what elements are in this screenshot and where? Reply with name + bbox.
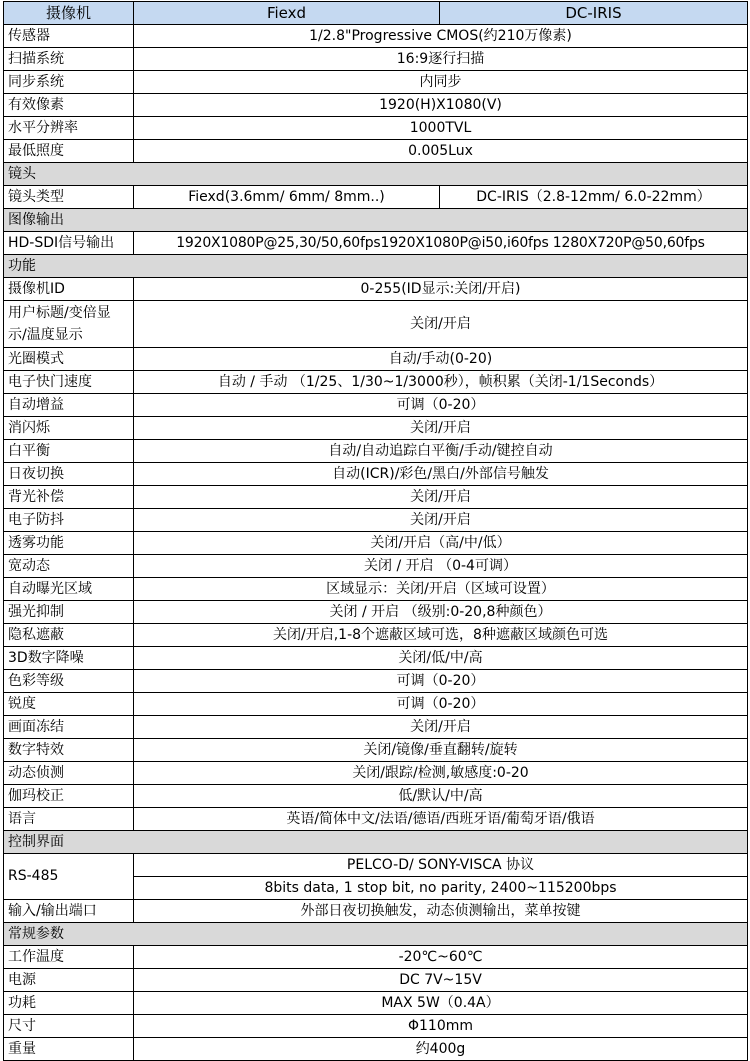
row-value: 英语/简体中文/法语/德语/西班牙语/葡萄牙语/俄语 xyxy=(134,808,748,831)
table-row xyxy=(4,1015,748,1038)
section-title: 常规参数 xyxy=(4,923,748,946)
section-title: 镜头 xyxy=(4,163,748,186)
section-row-control xyxy=(4,831,748,854)
row-label: 透雾功能 xyxy=(4,532,134,555)
row-label: 重量 xyxy=(4,1038,134,1061)
row-value: 0-255(ID显示:关闭/开启) xyxy=(134,278,748,301)
row-value: 关闭/开启 xyxy=(134,716,748,739)
row-label: 消闪烁 xyxy=(4,417,134,440)
row-value: 关闭/镜像/垂直翻转/旋转 xyxy=(134,739,748,762)
table-row xyxy=(4,371,748,394)
table-row xyxy=(4,509,748,532)
table-row xyxy=(4,969,748,992)
section-title: 功能 xyxy=(4,255,748,278)
row-value: 可调（0-20） xyxy=(134,394,748,417)
table-row xyxy=(4,394,748,417)
row-value: -20℃~60℃ xyxy=(134,946,748,969)
row-value: Φ110mm xyxy=(134,1015,748,1038)
row-value: 低/默认/中/高 xyxy=(134,785,748,808)
row-value: 关闭/开启（高/中/低） xyxy=(134,532,748,555)
table-row xyxy=(4,94,748,117)
row-label: HD-SDI信号输出 xyxy=(4,232,134,255)
table-row xyxy=(4,486,748,509)
table-row xyxy=(4,785,748,808)
table-row xyxy=(4,670,748,693)
row-label: 有效像素 xyxy=(4,94,134,117)
row-label: 水平分辨率 xyxy=(4,117,134,140)
table-row xyxy=(4,417,748,440)
row-value-dc-iris: DC-IRIS（2.8-12mm/ 6.0-22mm） xyxy=(440,186,748,209)
row-label-line: 用户标题/变倍显 xyxy=(8,305,111,321)
row-label xyxy=(4,301,134,348)
header-label: 摄像机 xyxy=(4,2,134,25)
table-row xyxy=(4,1038,748,1061)
row-label: 电源 xyxy=(4,969,134,992)
row-value: 外部日夜切换触发，动态侦测输出，菜单按键 xyxy=(134,900,748,923)
table-row xyxy=(4,186,748,209)
row-label: 3D数字降噪 xyxy=(4,647,134,670)
row-value: DC 7V~15V xyxy=(134,969,748,992)
row-label: 色彩等级 xyxy=(4,670,134,693)
row-value: PELCO-D/ SONY-VISCA 协议 xyxy=(134,854,748,877)
row-label: 日夜切换 xyxy=(4,463,134,486)
row-value: 自动 / 手动 （1/25、1/30~1/3000秒），帧积累（关闭-1/1Seconds） xyxy=(134,371,748,394)
row-label: 镜头类型 xyxy=(4,186,134,209)
row-label: 电子防抖 xyxy=(4,509,134,532)
row-label: 扫描系统 xyxy=(4,48,134,71)
table-row xyxy=(4,739,748,762)
table-row xyxy=(4,48,748,71)
row-value: 关闭 / 开启 （级别:0-20,8种颜色） xyxy=(134,601,748,624)
spec-table xyxy=(3,1,748,1061)
table-row xyxy=(4,808,748,831)
row-label: 语言 xyxy=(4,808,134,831)
row-value: 约400g xyxy=(134,1038,748,1061)
table-row xyxy=(4,900,748,923)
table-row xyxy=(4,716,748,739)
table-row xyxy=(4,992,748,1015)
row-value: 1920X1080P@25,30/50,60fps1920X1080P@i50,i60fps 1280X720P@50,60fps xyxy=(134,232,748,255)
section-row-lens xyxy=(4,163,748,186)
table-row xyxy=(4,301,748,348)
row-value: 关闭/开启 xyxy=(134,486,748,509)
header-dc-iris: DC-IRIS xyxy=(440,2,748,25)
table-row xyxy=(4,117,748,140)
row-value: 自动(ICR)/彩色/黑白/外部信号触发 xyxy=(134,463,748,486)
header-fixed: Fiexd xyxy=(134,2,440,25)
row-value: 关闭 / 开启 （0-4可调） xyxy=(134,555,748,578)
row-value: 8bits data, 1 stop bit, no parity, 2400~115200bps xyxy=(134,877,748,900)
row-value: 1000TVL xyxy=(134,117,748,140)
row-label: 隐私遮蔽 xyxy=(4,624,134,647)
row-label: 宽动态 xyxy=(4,555,134,578)
row-label: 工作温度 xyxy=(4,946,134,969)
row-label: 传感器 xyxy=(4,25,134,48)
row-label: 同步系统 xyxy=(4,71,134,94)
row-value: 关闭/跟踪/检测,敏感度:0-20 xyxy=(134,762,748,785)
row-label: 功耗 xyxy=(4,992,134,1015)
row-label: 强光抑制 xyxy=(4,601,134,624)
section-row-general xyxy=(4,923,748,946)
row-label: 自动增益 xyxy=(4,394,134,417)
table-row xyxy=(4,532,748,555)
row-value: 1920(H)X1080(V) xyxy=(134,94,748,117)
row-label: 最低照度 xyxy=(4,140,134,163)
section-title: 控制界面 xyxy=(4,831,748,854)
row-label: 自动曝光区域 xyxy=(4,578,134,601)
table-row xyxy=(4,463,748,486)
table-row xyxy=(4,25,748,48)
table-row xyxy=(4,578,748,601)
row-value: MAX 5W（0.4A） xyxy=(134,992,748,1015)
table-row xyxy=(4,946,748,969)
row-label: 白平衡 xyxy=(4,440,134,463)
table-row xyxy=(4,232,748,255)
table-row xyxy=(4,762,748,785)
row-value: 可调（0-20） xyxy=(134,670,748,693)
row-label: 数字特效 xyxy=(4,739,134,762)
table-row xyxy=(4,624,748,647)
row-value: 关闭/低/中/高 xyxy=(134,647,748,670)
section-row-image-output xyxy=(4,209,748,232)
row-label: RS-485 xyxy=(4,854,134,900)
row-label: 背光补偿 xyxy=(4,486,134,509)
row-value: 区域显示：关闭/开启（区域可设置） xyxy=(134,578,748,601)
row-value: 关闭/开启,1-8个遮蔽区域可选，8种遮蔽区域颜色可选 xyxy=(134,624,748,647)
header-row xyxy=(4,2,748,25)
row-label: 尺寸 xyxy=(4,1015,134,1038)
table-row xyxy=(4,71,748,94)
row-label: 电子快门速度 xyxy=(4,371,134,394)
table-row xyxy=(4,348,748,371)
row-value-fixed: Fiexd(3.6mm/ 6mm/ 8mm..) xyxy=(134,186,440,209)
row-value: 0.005Lux xyxy=(134,140,748,163)
row-label: 摄像机ID xyxy=(4,278,134,301)
row-value: 关闭/开启 xyxy=(134,509,748,532)
row-value: 关闭/开启 xyxy=(134,301,748,348)
table-row xyxy=(4,693,748,716)
row-label-line: 示/温度显示 xyxy=(8,327,83,343)
table-row xyxy=(4,555,748,578)
row-label: 锐度 xyxy=(4,693,134,716)
table-row xyxy=(4,278,748,301)
table-row xyxy=(4,647,748,670)
table-row xyxy=(4,601,748,624)
row-label: 输入/输出端口 xyxy=(4,900,134,923)
row-value: 自动/手动(0-20) xyxy=(134,348,748,371)
row-label: 伽玛校正 xyxy=(4,785,134,808)
table-row xyxy=(4,140,748,163)
table-row xyxy=(4,440,748,463)
row-label: 光圈模式 xyxy=(4,348,134,371)
row-value: 自动/自动追踪白平衡/手动/键控自动 xyxy=(134,440,748,463)
row-value: 关闭/开启 xyxy=(134,417,748,440)
row-label: 动态侦测 xyxy=(4,762,134,785)
row-value: 内同步 xyxy=(134,71,748,94)
table-row xyxy=(4,854,748,877)
section-title: 图像输出 xyxy=(4,209,748,232)
row-value: 1/2.8"Progressive CMOS(约210万像素) xyxy=(134,25,748,48)
section-row-function xyxy=(4,255,748,278)
row-value: 16:9逐行扫描 xyxy=(134,48,748,71)
row-label: 画面冻结 xyxy=(4,716,134,739)
row-value: 可调（0-20） xyxy=(134,693,748,716)
